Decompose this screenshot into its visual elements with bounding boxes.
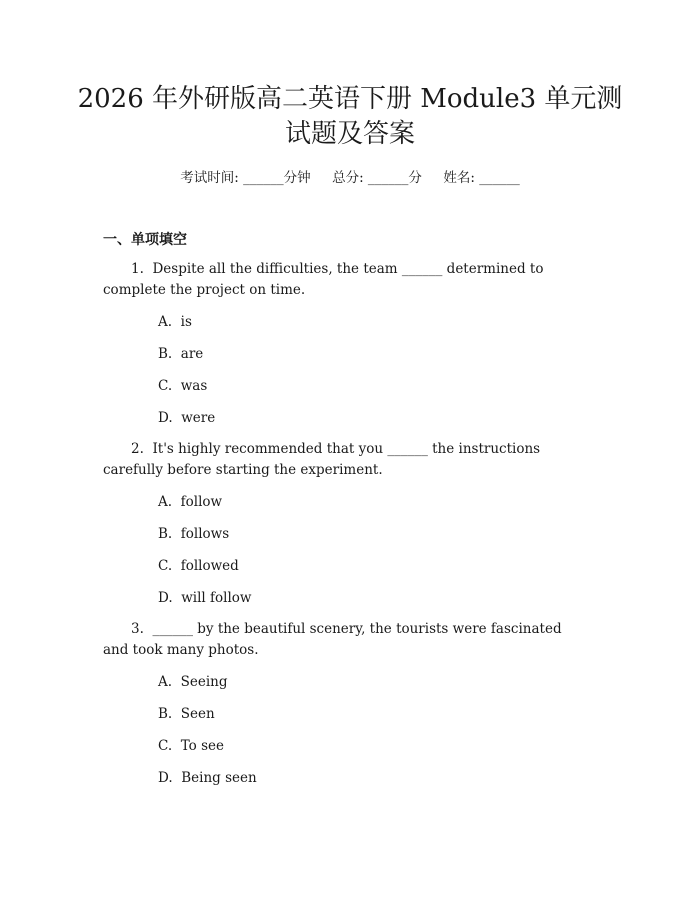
question-3-option-a: A. Seeing — [158, 674, 228, 690]
question-2-option-b: B. follows — [158, 526, 230, 542]
question-2-option-a: A. follow — [158, 494, 223, 510]
question-2-option-c: C. followed — [158, 558, 239, 574]
question-1-option-c: C. was — [158, 378, 208, 394]
question-1-option-d: D. were — [158, 410, 216, 426]
question-3-option-d: D. Being seen — [158, 770, 257, 786]
question-1-text: 1. Despite all the difficulties, the team ______ determined to complete the project on time. — [103, 261, 548, 298]
exam-info-line: 考试时间: ______分钟 总分: ______分 姓名: ______ — [180, 170, 520, 186]
question-2-option-d: D. will follow — [158, 590, 252, 606]
question-1-option-b: B. are — [158, 346, 204, 362]
question-1-option-a: A. is — [158, 314, 192, 330]
document-title-line-2: 试题及答案 — [284, 119, 415, 149]
question-3-option-c: C. To see — [158, 738, 225, 754]
question-3-option-b: B. Seen — [158, 706, 215, 722]
question-2-text: 2. It's highly recommended that you ______ the instructions carefully before starting the experiment. — [103, 441, 545, 478]
document-title-line-1: 2026 年外研版高二英语下册 Module3 单元测 — [77, 84, 623, 114]
section-heading: 一、单项填空 — [103, 232, 187, 248]
question-3-text: 3. ______ by the beautiful scenery, the tourists were fascinated and took many photos. — [103, 621, 566, 658]
